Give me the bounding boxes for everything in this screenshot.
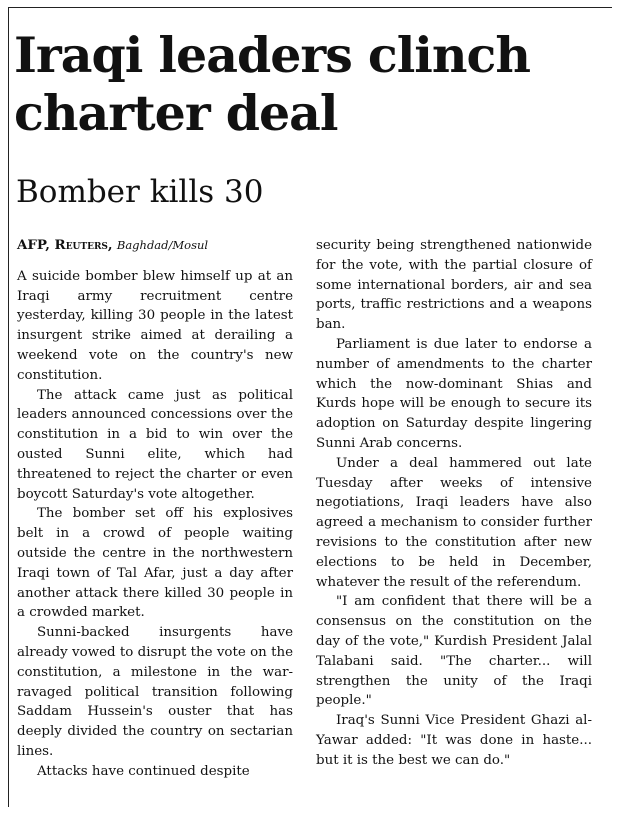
paragraph: The attack came just as political leaders announced concessions over the constitution in a bid to win over the ousted Sunni elite, which had threatened to reject the charter or even boycott Saturday's vote altogether. [17, 387, 293, 502]
paragraph: Sunni-backed insurgents have already vowed to disrupt the vote on the constitution, a milestone in the war-ravaged political transition following Saddam Hussein's ouster that has deeply divided the country on sectarian lines. [17, 625, 293, 759]
paragraph: Parliament is due later to endorse a number of amendments to the charter which the now-dominant Shias and Kurds hope will be enough to secure its adoption on Saturday despite lingering Sunni Arab concerns. [316, 336, 592, 451]
paragraph: Under a deal hammered out late Tuesday after weeks of intensive negotiations, Iraqi leaders have also agreed a mechanism to consider further revisions to the constitution after new elections to be held in December, whatever the result of the referendum. [316, 455, 592, 590]
left-rule [8, 7, 9, 807]
byline [17, 236, 293, 256]
paragraph: Iraq's Sunni Vice President Ghazi al-Yawar added: "It was done in haste... but it is the best we can do." [316, 713, 592, 768]
headline: Iraqi leaders clinch charter deal [14, 26, 531, 142]
top-rule [8, 7, 612, 8]
byline-agencies: AFP, Reuters, [17, 237, 113, 253]
article-column-left [17, 236, 293, 782]
paragraph: security being strengthened nationwide for the vote, with the partial closure of some international borders, air and sea ports, traffic restrictions and a weapons ban. [316, 238, 592, 333]
byline-place: Baghdad/Mosul [116, 238, 209, 252]
subhead: Bomber kills 30 [16, 174, 264, 210]
paragraph: Attacks have continued despite [37, 763, 250, 779]
paragraph: A suicide bomber blew himself up at an Iraqi army recruitment centre yesterday, killing 30 people in the latest insurgent strike aimed at derailing a weekend vote on the country's new constitution. [17, 268, 293, 383]
paragraph: The bomber set off his explosives belt in a crowd of people waiting outside the centre in the northwestern Iraqi town of Tal Afar, just a day after another attack there killed 30 people in a crowded market. [17, 506, 293, 621]
article-column-right [316, 236, 592, 771]
paragraph: "I am confident that there will be a consensus on the constitution on the day of the vote," Kurdish President Jalal Talabani said. "The charter... will strengthen the unity of the Iraqi people." [316, 594, 592, 709]
